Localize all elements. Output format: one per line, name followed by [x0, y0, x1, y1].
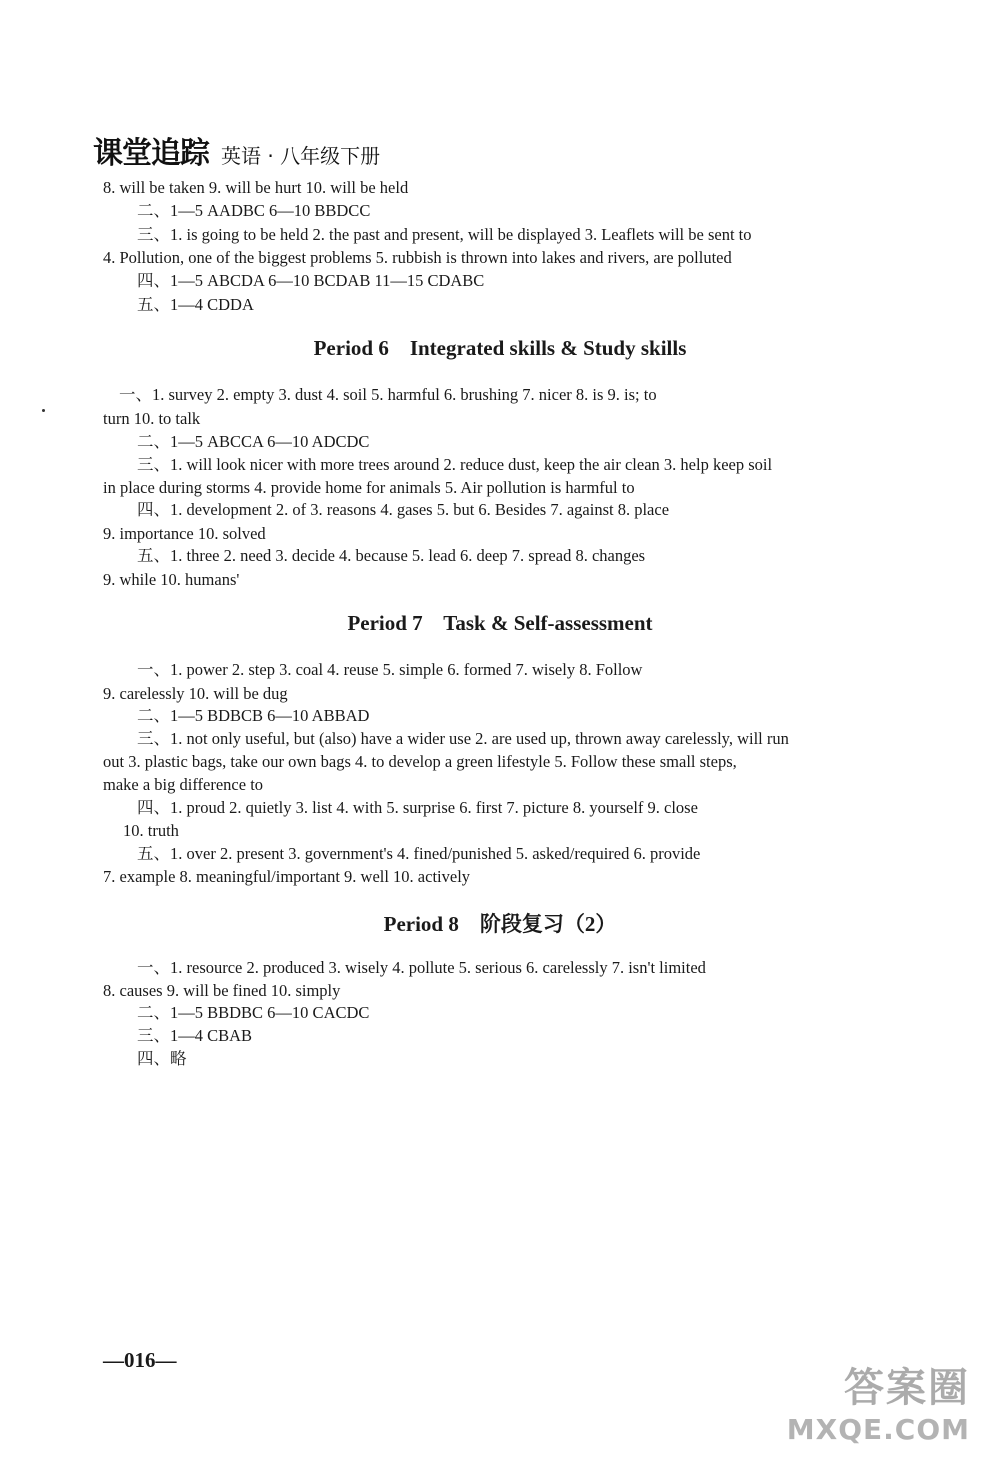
answer-line: make a big difference to	[103, 775, 264, 794]
book-subtitle: 英语 · 八年级下册	[221, 144, 381, 168]
answer-line: 9. importance 10. solved	[103, 524, 266, 543]
answer-line: 10. truth	[123, 821, 179, 840]
answer-line: 四、略	[137, 1049, 187, 1068]
page-number: —016—	[103, 1348, 177, 1372]
answer-line: 二、1—5 ABCCA 6—10 ADCDC	[137, 432, 370, 451]
answer-line: 四、1. proud 2. quietly 3. list 4. with 5. surprise 6. first 7. picture 8. yourself 9. close	[137, 798, 698, 817]
section-heading: Period 6 Integrated skills & Study skills	[313, 336, 687, 360]
answer-line: 二、1—5 BDBCB 6—10 ABBAD	[137, 706, 370, 725]
answer-line: 三、1. is going to be held 2. the past and present, will be displayed 3. Leaflets will be sent to	[137, 225, 752, 244]
book-header	[93, 128, 380, 172]
answer-line: 三、1—4 CBAB	[137, 1026, 253, 1045]
watermark-bottom: MXQE.COM	[786, 1413, 970, 1446]
answer-line: 9. while 10. humans'	[103, 570, 240, 589]
series-logo: 课堂追踪	[93, 136, 209, 171]
scan-speck	[42, 409, 45, 412]
answer-line: 五、1. three 2. need 3. decide 4. because 5. lead 6. deep 7. spread 8. changes	[137, 546, 646, 565]
answer-line: out 3. plastic bags, take our own bags 4. to develop a green lifestyle 5. Follow these small steps,	[103, 752, 737, 771]
answer-line: in place during storms 4. provide home for animals 5. Air pollution is harmful to	[103, 478, 635, 497]
answer-line: 4. Pollution, one of the biggest problems 5. rubbish is thrown into lakes and rivers, are polluted	[103, 248, 732, 267]
answer-line: 7. example 8. meaningful/important 9. well 10. actively	[103, 867, 471, 886]
answer-line: 五、1. over 2. present 3. government's 4. fined/punished 5. asked/required 6. provide	[137, 844, 701, 863]
answer-line: 一、1. resource 2. produced 3. wisely 4. pollute 5. serious 6. carelessly 7. isn't limited	[137, 958, 706, 977]
answer-line: 一、1. power 2. step 3. coal 4. reuse 5. simple 6. formed 7. wisely 8. Follow	[137, 660, 643, 679]
answer-line: 四、1. development 2. of 3. reasons 4. gases 5. but 6. Besides 7. against 8. place	[137, 500, 670, 519]
section-heading: Period 7 Task & Self-assessment	[347, 611, 653, 635]
answer-line: 五、1—4 CDDA	[137, 295, 254, 314]
answer-line: turn 10. to talk	[103, 409, 201, 428]
answer-line: 8. causes 9. will be fined 10. simply	[103, 981, 341, 1000]
answer-line: 二、1—5 AADBC 6—10 BBDCC	[137, 201, 371, 220]
answer-line: 8. will be taken 9. will be hurt 10. will be held	[103, 178, 409, 197]
section-heading: Period 8 阶段复习（2）	[383, 912, 617, 936]
answer-line: 四、1—5 ABCDA 6—10 BCDAB 11—15 CDABC	[137, 271, 485, 290]
answer-line: 一、1. survey 2. empty 3. dust 4. soil 5. harmful 6. brushing 7. nicer 8. is 9. is; to	[119, 385, 657, 404]
watermark-top: 答案圈	[844, 1365, 970, 1411]
answer-line: 三、1. not only useful, but (also) have a wider use 2. are used up, thrown away carelessly, will run	[137, 729, 789, 748]
answer-line: 9. carelessly 10. will be dug	[103, 684, 288, 703]
answer-line: 三、1. will look nicer with more trees around 2. reduce dust, keep the air clean 3. help keep soil	[137, 455, 773, 474]
watermark-logo	[787, 1356, 970, 1446]
answer-line: 二、1—5 BBDBC 6—10 CACDC	[137, 1003, 370, 1022]
